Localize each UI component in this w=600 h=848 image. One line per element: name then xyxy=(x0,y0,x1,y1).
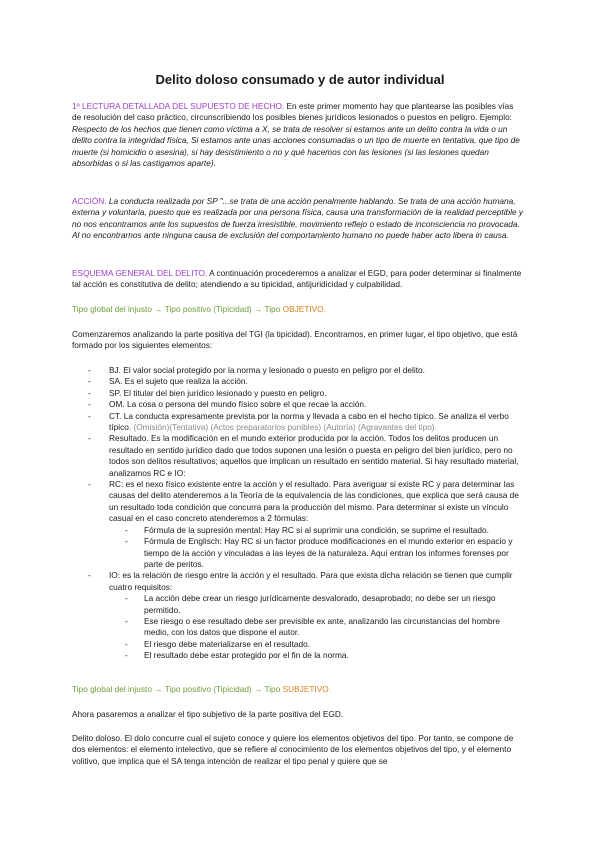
section-lectura xyxy=(72,101,524,169)
tipo-path-text: Tipo global del injusto → Tipo positivo (Tipicidad) → Tipo xyxy=(72,304,281,314)
list-item: - SP. El titular del bien jurídico lesionado y puesto en peligro. xyxy=(72,388,524,399)
section-heading: ESQUEMA GENERAL DEL DELITO. xyxy=(72,268,208,278)
ct-text: CT. La conducta expresamente prevista por la norma y llevada a cabo en el hecho típico. Se analiza el verbo típico. xyxy=(109,410,509,433)
section-esquema xyxy=(72,268,524,291)
section-text: En este primer momento hay que plantearse las posibles vías de resolución del caso práctico, circunscribiendo los posibles bienes jurídicos lesionados o puestos en peligro. Ejemplo: xyxy=(72,101,514,123)
section-heading: ACCIÓN. xyxy=(72,196,107,206)
elements-list xyxy=(72,365,524,662)
tipo-path-emph: SUBJETIVO. xyxy=(282,684,332,694)
tipo-subjetivo-path xyxy=(72,684,524,695)
list-item: - Resultado. Es la modificación en el mundo exterior producida por la acción. Todos los delitos producen un resultado en sentido jurídico dado que todos suponen una lesión o puesta en peligro del bien jurídico, pero no todos son delitos resultativos; aquellos que implican un resultado en sentido material. Si hay resultado material, analizamos RC e IO: xyxy=(72,433,524,479)
example-text: Respecto de los hechos que tienen como víctima a X, se trata de resolver si estamos ante un delito contra la vida o un delito contra la integridad física, Si estamos ante unas acciones consumadas o un tipo de muerte en tentativa, que tipo de muerte (si homicidio o asesina), si hay desistimiento o no y qué hacemos con las lesiones (si las lesiones quedan absorbidas o si las castigamos aparte). xyxy=(72,123,520,169)
list-item: - BJ. El valor social protegido por la norma y lesionado o puesto en peligro por el delito. xyxy=(72,365,524,376)
sub-list-item: - Fórmula de Englisch: Hay RC si un factor produce modificaciones en el mundo exterior en espacio y tiempo de la acción y vinculadas a las leyes de la naturaleza. Aquí entran los informes forenses por parte de peritos. xyxy=(109,536,524,570)
list-item: - OM. La cosa o persona del mundo físico sobre el que recae la acción. xyxy=(72,399,524,410)
page-title: Delito doloso consumado y de autor individual xyxy=(155,72,445,87)
list-item xyxy=(72,479,524,570)
sub-list-item: - La acción debe crear un riesgo jurídicamente desvalorado, desaprobado; no debe ser un riesgo permitido. xyxy=(109,593,524,616)
section-text: A continuación procederemos a analizar el EGD, para poder determinar si finalmente tal acción es constitutiva de delito; atendiendo a su tipicidad, antijuridicidad y culpabilidad. xyxy=(72,268,522,290)
ct-notes: (Omisión)(Tentativa) (Actos preparatorios punibles) (Autoría) (Agravantes del tipo). xyxy=(133,422,437,433)
list-item xyxy=(72,411,524,434)
io-text: IO: es la relación de riesgo entre la acción y el resultado. Para que exista dicha relación se tienen que cumplir cuatro requisitos: xyxy=(109,570,513,592)
intro-tipo-subjetivo: Ahora pasaremos a analizar el tipo subjetivo de la parte positiva del EGD. xyxy=(72,709,344,719)
tipo-path-text: Tipo global del injusto → Tipo positivo (Tipicidad) → Tipo xyxy=(72,684,281,694)
section-text: La conducta realizada por SP "...se trata de una acción penalmente hablando. Se trata de una acción humana, externa y voluntaria, puesto que es realizada por una persona física, causa una transformación de la realidad perceptible y no nos encontramos ante los supuestos de fuerza irresistible, movimiento reflejo o estado de inconsciencia no provocada. Al no encontrarnos ante ninguna causa de exclusión del comportamiento humano no puede haber acto libera in causa. xyxy=(72,196,524,241)
sub-list-item: - Ese riesgo o ese resultado debe ser previsible ex ante, analizando las circunstancias del hombre medio, con los datos que dispone el autor. xyxy=(109,616,524,639)
sub-list-item: - Fórmula de la supresión mental: Hay RC si al suprimir una condición, se suprime el resultado. xyxy=(109,525,524,536)
intro-tipo-objetivo: Comenzaremos analizando la parte positiva del TGI (la tipicidad). Encontramos, en primer lugar, el tipo objetivo, que está formado por los siguientes elementos: xyxy=(72,329,518,351)
dolo-paragraph: Delito doloso. El dolo concurre cual el sujeto conoce y quiere los elementos objetivos del tipo. Por tanto, se compone de dos elementos: el elemento intelectivo, que se refiere al conocimiento de los elementos objetivos del tipo, y el elemento volitivo, que implica que el SA tenga intención de realizar el tipo penal y quiere que se xyxy=(72,733,514,766)
section-accion xyxy=(72,196,524,242)
tipo-path-emph: OBJETIVO. xyxy=(282,304,326,314)
sub-list-item: - El resultado debe estar protegido por el fin de la norma. xyxy=(109,650,524,661)
list-item: - SA. Es el sujeto que realiza la acción. xyxy=(72,376,524,387)
sub-list-item: - El riesgo debe materializarse en el resultado. xyxy=(109,639,524,650)
list-item xyxy=(72,570,524,661)
section-heading: 1º LECTURA DETALLADA DEL SUPUESTO DE HECHO. xyxy=(72,101,285,111)
tipo-objetivo-path xyxy=(72,304,524,315)
rc-text: RC: es el nexo físico existente entre la acción y el resultado. Para averiguar si existe RC y para determinar las causas del delito atenderemos a la Teoría de la equivalencia de las condiciones, que explica que será causa de un resultado toda condición que concurra para la producción del mismo. Para determinar si existe un vínculo casual en el caso concreto atenderemos a 2 fórmulas: xyxy=(109,479,519,524)
